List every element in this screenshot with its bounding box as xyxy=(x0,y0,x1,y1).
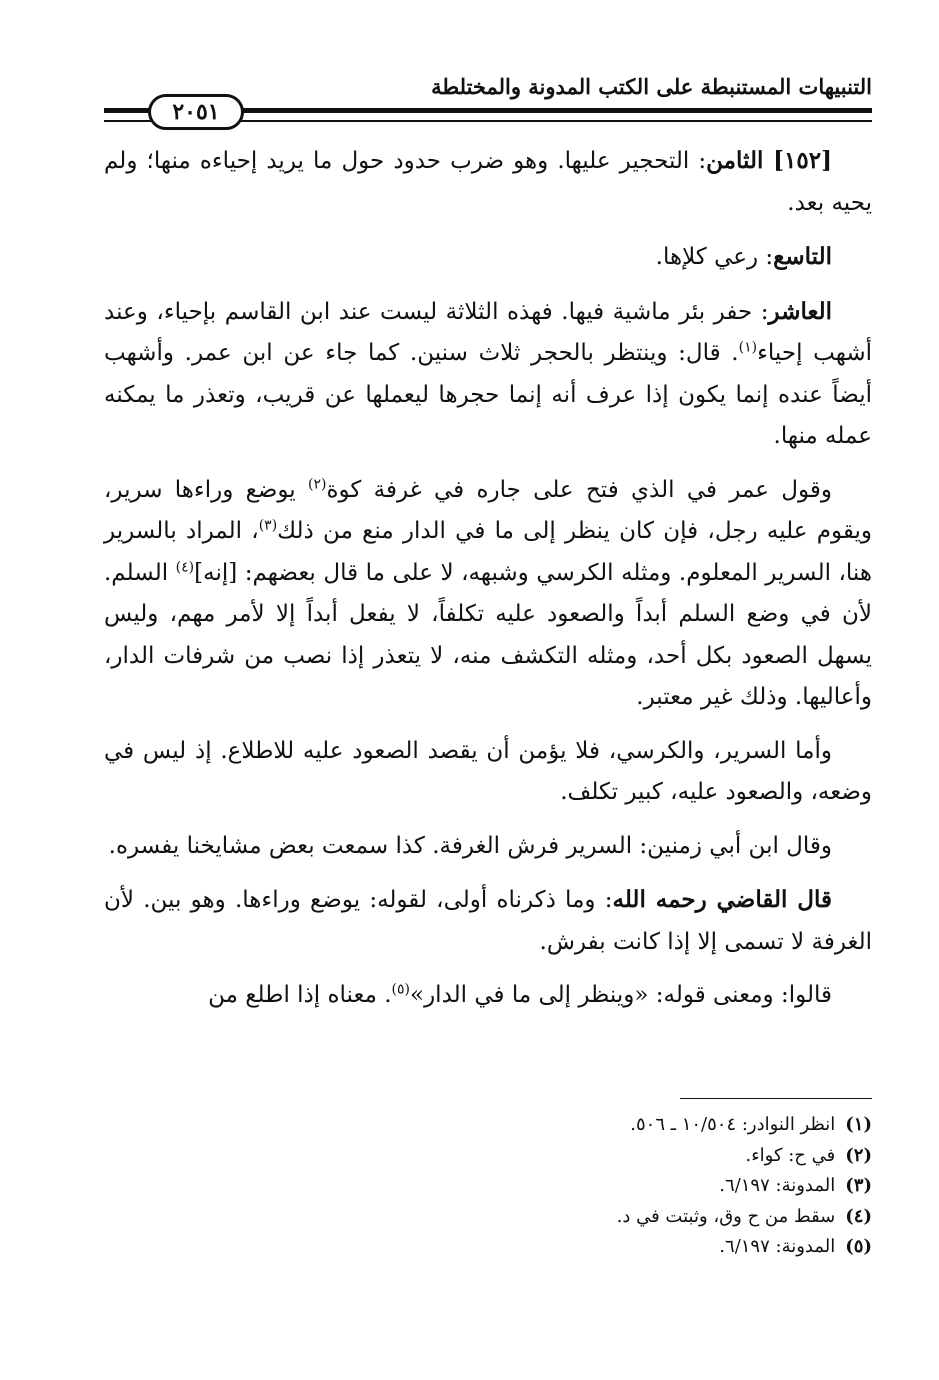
footnote-separator xyxy=(680,1098,872,1099)
footnote-ref[interactable]: (٤) xyxy=(175,558,195,575)
paragraph-text: . معناه إذا اطلع من xyxy=(208,982,392,1008)
paragraph-text: السلم. لأن في وضع السلم أبداً والصعود عليه تكلفاً، لا يفعل أبداً إلا لأمر مهم، وليس يسهل الصعود بكل أحد، ومثله التكشف منه، لا يتعذر إذا نصب من شرفات الدار، وأعاليها. وذلك غير معتبر. xyxy=(104,559,872,710)
paragraph-text: ، المراد بالسرير هنا، السرير المعلوم. ومثله الكرسي وشبهه، لا على ما قال بعضهم: [إنه] xyxy=(104,518,872,586)
main-text xyxy=(104,140,872,1029)
footnote-number: (٣) xyxy=(845,1175,872,1196)
footnote-number: (٥) xyxy=(845,1236,872,1257)
paragraph-tenth xyxy=(104,291,872,458)
footnote xyxy=(232,1202,872,1233)
paragraph-text: : التحجير عليها. وهو ضرب حدود حول ما يريد إحياءه منها؛ ولم يحيه بعد. xyxy=(104,148,872,216)
paragraph-lead: قال القاضي رحمه الله xyxy=(612,886,832,913)
footnote-ref[interactable]: (٢) xyxy=(308,475,327,492)
footnote-text: المدونة: ٦/١٩٧. xyxy=(719,1175,836,1196)
paragraph-text: : رعي كلإها. xyxy=(655,244,774,270)
footnote-ref[interactable]: (٥) xyxy=(391,981,410,998)
footnote xyxy=(232,1232,872,1263)
paragraph-text: وقال ابن أبي زمنين: السرير فرش الغرفة. كذا سمعت بعض مشايخنا يفسره. xyxy=(108,832,832,859)
paragraph-lead: [١٥٢] الثامن xyxy=(706,147,832,174)
paragraph-text: يوضع وراءها سرير، ويقوم عليه رجل، فإن كان ينظر إلى ما في الدار منع من ذلك xyxy=(104,476,872,544)
footnote-number: (١) xyxy=(845,1114,872,1135)
paragraph-meaning xyxy=(104,975,872,1017)
page-number-badge: ٢٠٥١ xyxy=(148,94,244,130)
paragraph-text: قالوا: ومعنى قوله: «وينظر إلى ما في الدار» xyxy=(410,982,832,1008)
footnote-number: (٤) xyxy=(845,1205,872,1227)
footnote-text: انظر النوادر: ١٠/٥٠٤ ـ ٥٠٦. xyxy=(630,1114,836,1135)
footnote xyxy=(232,1171,872,1202)
paragraph-text: . قال: وينتظر بالحجر ثلاث سنين. كما جاء عن ابن عمر. وأشهب أيضاً عنده إنما يكون إذا عرف أنه إنما حجرها ليعملها عن قريب، وتعذر ما يمكنه عمله منها. xyxy=(104,340,872,449)
footnote xyxy=(232,1110,872,1141)
paragraph-text: وقول عمر في الذي فتح على جاره في غرفة كوة xyxy=(326,476,832,503)
footnote-text: في ح: كواء. xyxy=(745,1144,836,1166)
page-header xyxy=(104,70,872,130)
paragraph-umar-saying xyxy=(104,470,872,719)
paragraph-text: : وما ذكرناه أولى، لقوله: يوضع وراءها. وهو بين. لأن الغرفة لا تسمى إلا إذا كانت بفرش. xyxy=(104,887,872,955)
footnotes xyxy=(232,1110,872,1263)
paragraph-qadi xyxy=(104,879,872,963)
footnote xyxy=(232,1141,872,1172)
paragraph-eighth xyxy=(104,140,872,224)
paragraph-ninth xyxy=(104,236,872,279)
paragraph-bed-chair xyxy=(104,731,872,814)
footnote-text: سقط من ح وق، وثبتت في د. xyxy=(616,1205,836,1227)
paragraph-text: : حفر بئر ماشية فيها. فهذه الثلاثة ليست عند ابن القاسم بإحياء، وعند أشهب إحياء xyxy=(104,298,872,366)
paragraph-text: وأما السرير، والكرسي، فلا يؤمن أن يقصد الصعود عليه للاطلاع. إذ ليس في وضعه، والصعود عليه، كبير تكلف. xyxy=(104,737,872,805)
footnote-ref[interactable]: (٣) xyxy=(258,517,278,534)
footnote-number: (٢) xyxy=(845,1144,872,1166)
running-title: التنبيهات المستنبطة على الكتب المدونة والمختلطة xyxy=(431,74,872,99)
footnote-ref[interactable]: (١) xyxy=(738,339,758,356)
paragraph-lead: العاشر xyxy=(768,297,832,325)
footnote-text: المدونة: ٦/١٩٧. xyxy=(719,1236,836,1257)
paragraph-ibn-abi-zamanin xyxy=(104,826,872,868)
paragraph-lead: التاسع xyxy=(773,243,832,270)
